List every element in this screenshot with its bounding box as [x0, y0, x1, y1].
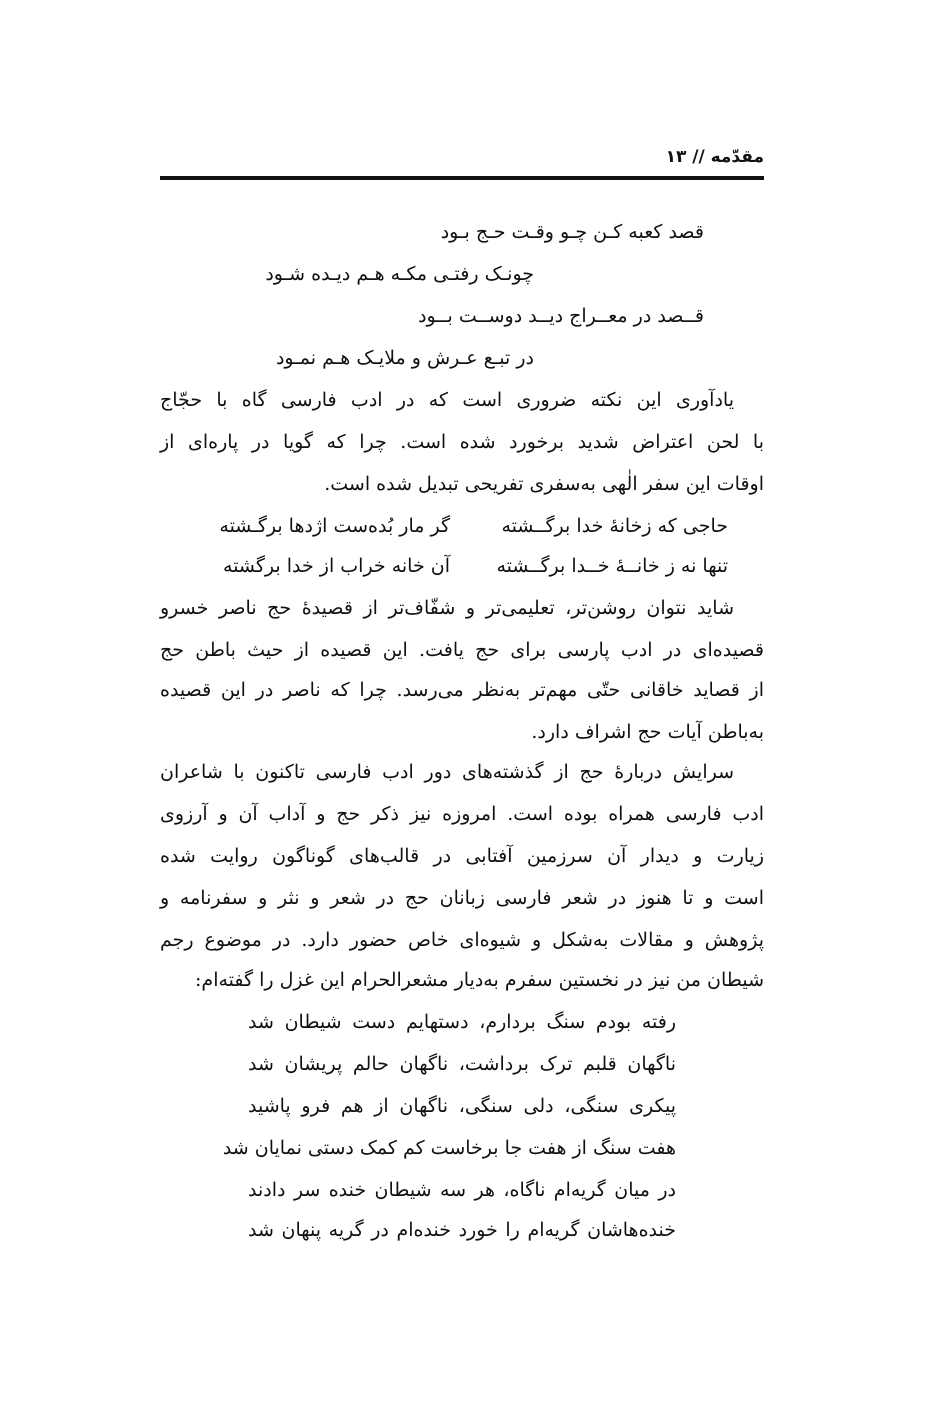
couplet-hemistich: گر مار بُده‌ست اژدها برگـشته — [219, 515, 450, 537]
paragraph-line: است و تا هنوز در شعر فارسی زبانان حج در شعر و نثر و سفرنامه و — [160, 887, 764, 909]
couplet — [162, 546, 728, 586]
header-rule — [160, 176, 764, 180]
paragraph-line: اوقات این سفر الٰهی به‌سفری تفریحی تبدیل شده است. — [324, 473, 764, 495]
verse-line: قــصد در معــراج دیــد دوســت بــود — [418, 305, 704, 327]
ghazal-line: خنده‌هاشان گریه‌ام را خورد خنده‌ام در گریه پنهان شد — [248, 1219, 676, 1241]
running-header: مقدّمه // ۱۳ — [665, 147, 764, 167]
paragraph-line: قصیده‌ای در ادب پارسی برای حج یافت. این قصیده از حیث باطن حج — [160, 639, 764, 661]
paragraph-line: زیارت و دیدار آن سرزمین آفتابی در قالب‌های گوناگون روایت شده — [160, 845, 764, 867]
couplet — [162, 506, 728, 546]
paragraph-line: یادآوری این نکته ضروری است که در ادب فارسی گاه با حجّاج — [160, 389, 734, 411]
couplet-hemistich: آن خانه خراب از خدا برگشته — [223, 555, 450, 577]
paragraph-line: شاید نتوان روشن‌تر، تعلیمی‌تر و شفّاف‌تر از قصیدهٔ حج ناصر خسرو — [160, 597, 734, 619]
paragraph-line: پژوهش و مقالات به‌شکل و شیوه‌ای خاص حضور دارد. در موضوع رجم — [160, 929, 764, 951]
paragraph-line: سرایش دربارهٔ حج از گذشته‌های دور ادب فارسی تاکنون با شاعران — [160, 761, 734, 783]
ghazal-line: هفت سنگ از هفت جا برخاست کم کمک دستی نمایان شد — [222, 1137, 676, 1159]
couplet-hemistich: حاجی که زخانهٔ خدا برگــشته — [501, 515, 728, 537]
paragraph-line: شیطان من نیز در نخستین سفرم به‌دیار مشعرالحرام این غزل را گفته‌ام: — [195, 969, 764, 991]
ghazal-line: رفته بودم سنگ بردارم، دستهایم دست شیطان شد — [248, 1011, 676, 1033]
verse-line: در تبـع عـرش و ملایـک هـم نمـود — [275, 347, 534, 369]
paragraph-line: به‌باطن آیات حج اشراف دارد. — [531, 721, 764, 743]
paragraph-line: ادب فارسی همراه بوده است. امروزه نیز ذکر حج و آداب آن و آرزوی — [160, 803, 764, 825]
verse-line: چونـک رفتـی مکـه هـم دیـده شـود — [265, 263, 534, 285]
ghazal-line: در میان گریه‌ام ناگاه، هر سه شیطان خنده سر دادند — [248, 1179, 676, 1201]
couplet-hemistich: تنها نه ز خانــهٔ خــدا برگــشته — [496, 555, 728, 577]
paragraph-line: با لحن اعتراض شدید برخورد شده است. چرا که گویا در پاره‌ای از — [160, 431, 764, 453]
book-page — [160, 0, 764, 1412]
ghazal-line: ناگهان قلبم ترک برداشت، ناگهان حالم پریشان شد — [248, 1053, 676, 1075]
paragraph-line: از قصاید خاقانی حتّی مهم‌تر به‌نظر می‌رسد. چرا که ناصر در این قصیده — [160, 679, 764, 701]
ghazal-line: پیکری سنگی، دلی سنگی، ناگهان از هم فرو پاشید — [248, 1095, 676, 1117]
verse-line: قصد کعبه کـن چـو وقـت حـج بـود — [440, 221, 704, 243]
